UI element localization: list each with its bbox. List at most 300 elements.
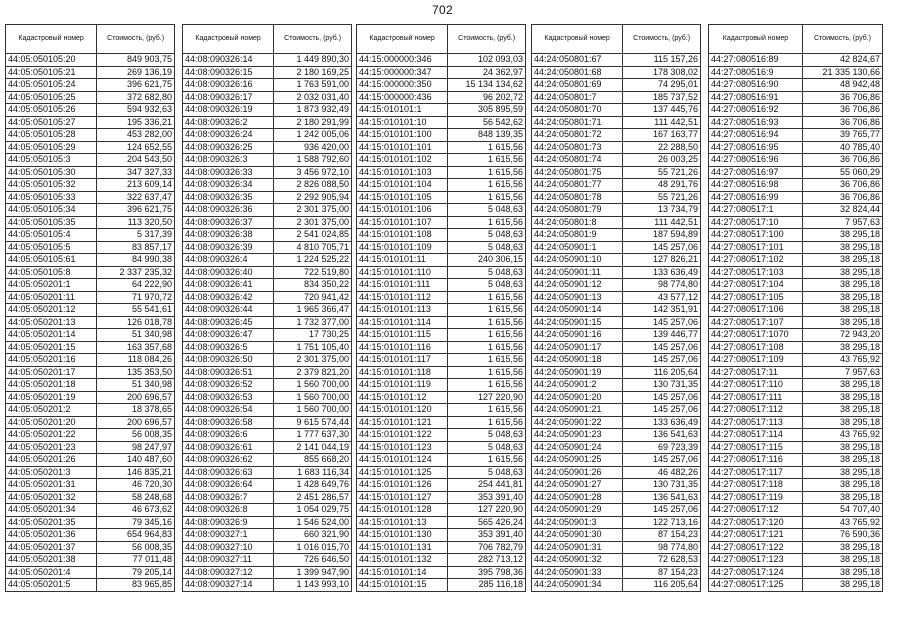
cadastral-number: 44:15:010101:117 [357,354,448,367]
cadastral-number: 44:27:080517:125 [709,579,803,592]
cost-value: 834 350,22 [274,279,352,292]
table-row [357,104,526,117]
cost-value: 72 943,20 [802,329,882,342]
cost-value: 2 141 044,19 [274,441,352,454]
table-row [357,204,526,217]
cost-value: 1 560 700,00 [274,404,352,417]
cadastral-number: 44:08:090326:40 [183,266,274,279]
cadastral-number: 44:27:080517:100 [709,229,803,242]
table-row [532,304,701,317]
table-row [709,279,883,292]
cost-value: 38 295,18 [802,566,882,579]
table-row [532,429,701,442]
cadastral-number: 44:24:050901:20 [532,391,623,404]
cadastral-number: 44:08:090326:14 [183,54,274,67]
cost-value: 84 990,38 [97,254,175,267]
cost-value: 87 154,23 [623,529,701,542]
cadastral-number: 44:05:050105:4 [6,229,97,242]
cost-value: 38 295,18 [802,341,882,354]
cost-value: 136 541,63 [623,491,701,504]
page-number: 702 [432,3,453,17]
table-row [709,129,883,142]
cost-value: 1 224 525,22 [274,254,352,267]
cost-value: 720 941,42 [274,291,352,304]
cost-value: 396 621,75 [97,79,175,92]
cadastral-number: 44:08:090326:39 [183,241,274,254]
table-row [532,541,701,554]
cadastral-number: 44:24:050801:79 [532,204,623,217]
table-row [183,141,352,154]
table-row [6,266,175,279]
cost-value: 1 615,56 [448,341,526,354]
cadastral-number: 44:24:050801:71 [532,116,623,129]
cost-header: Стоимость, (руб.) [274,25,352,54]
cost-value: 18 378,65 [97,404,175,417]
cadastral-number: 44:24:050801:7 [532,91,623,104]
cadastral-number: 44:15:010101:114 [357,316,448,329]
table-row [6,141,175,154]
table-row [6,566,175,579]
cost-value: 1 449 890,30 [274,54,352,67]
cadastral-number: 44:08:090326:37 [183,216,274,229]
table-row [6,466,175,479]
cost-value: 64 222,90 [97,279,175,292]
table-row [183,354,352,367]
table-row [183,466,352,479]
cadastral-number: 44:24:050901:31 [532,541,623,554]
cadastral-number: 44:08:090326:38 [183,229,274,242]
cost-value: 38 295,18 [802,416,882,429]
cadastral-number: 44:08:090326:19 [183,104,274,117]
table-row [532,104,701,117]
cadastral-number: 44:08:090326:44 [183,304,274,317]
cadastral-number: 44:08:090326:17 [183,91,274,104]
cadastral-number: 44:15:010101:120 [357,404,448,417]
cost-value: 145 257,06 [623,316,701,329]
cadastral-number: 44:15:010101:109 [357,241,448,254]
table-row [532,266,701,279]
cost-value: 98 774,80 [623,541,701,554]
table-row [357,66,526,79]
cadastral-number: 44:27:080516:98 [709,179,803,192]
cadastral-number: 44:05:050105:30 [6,166,97,179]
table-row [709,404,883,417]
cadastral-number: 44:27:080517:108 [709,341,803,354]
cadastral-number: 44:24:050901:22 [532,416,623,429]
cadastral-number: 44:27:080517:102 [709,254,803,267]
cost-value: 69 723,39 [623,441,701,454]
cost-table-2 [182,24,352,592]
table-row [709,104,883,117]
table-row [183,491,352,504]
cadastral-number: 44:15:010101:118 [357,366,448,379]
table-row [6,241,175,254]
cost-value: 2 292 905,94 [274,191,352,204]
cost-value: 54 707,40 [802,504,882,517]
table-row [709,266,883,279]
cadastral-number: 44:24:050901:10 [532,254,623,267]
table-row [357,229,526,242]
table-row [357,366,526,379]
cadastral-number: 44:27:080517:119 [709,491,803,504]
table-row [532,116,701,129]
header-row [357,25,526,54]
cost-value: 1 615,56 [448,191,526,204]
cadastral-number: 44:27:080517:104 [709,279,803,292]
cost-table-4 [531,24,701,592]
table-row [357,441,526,454]
cadastral-number: 44:27:080516:90 [709,79,803,92]
cadastral-number: 44:27:080516:91 [709,91,803,104]
table-row [6,279,175,292]
table-row [183,216,352,229]
cadastral-number: 44:24:050801:67 [532,54,623,67]
table-row [6,504,175,517]
cadastral-header: Кадастровый номер [357,25,448,54]
cadastral-number: 44:24:050801:68 [532,66,623,79]
cadastral-header: Кадастровый номер [532,25,623,54]
cadastral-number: 44:08:090326:5 [183,341,274,354]
cost-value: 38 295,18 [802,279,882,292]
cost-value: 5 048,63 [448,266,526,279]
cadastral-number: 44:08:090326:2 [183,116,274,129]
cost-value: 1 560 700,00 [274,391,352,404]
cadastral-number: 44:27:080517:115 [709,441,803,454]
cost-value: 36 706,86 [802,104,882,117]
cost-value: 46 720,30 [97,479,175,492]
table-row [709,141,883,154]
cadastral-number: 44:08:090326:41 [183,279,274,292]
cadastral-number: 44:15:000000:350 [357,79,448,92]
table-row [357,91,526,104]
cost-value: 187 594,89 [623,229,701,242]
cost-value: 1 965 366,47 [274,304,352,317]
table-row [532,341,701,354]
cost-value: 1 615,56 [448,366,526,379]
cadastral-number: 44:27:080516:96 [709,154,803,167]
table-row [709,54,883,67]
table-row [357,504,526,517]
cost-value: 43 765,92 [802,429,882,442]
table-row [532,66,701,79]
cost-value: 855 668,20 [274,454,352,467]
table-row [183,116,352,129]
cadastral-number: 44:27:080516:95 [709,141,803,154]
table-row [709,429,883,442]
cadastral-number: 44:15:010101:111 [357,279,448,292]
table-row [532,204,701,217]
table-row [357,191,526,204]
cadastral-number: 44:27:080517:107 [709,316,803,329]
table-row [183,79,352,92]
table-row [357,341,526,354]
table-row [183,504,352,517]
cost-value: 706 782,79 [448,541,526,554]
cost-value: 7 957,63 [802,366,882,379]
table-row [532,441,701,454]
cadastral-number: 44:15:010101:112 [357,291,448,304]
table-row [357,354,526,367]
cadastral-number: 44:24:050901:2 [532,379,623,392]
table-row [532,491,701,504]
table-row [6,429,175,442]
table-row [532,479,701,492]
table-row [709,491,883,504]
table-row [532,291,701,304]
cost-value: 1 242 005,06 [274,129,352,142]
table-row [6,316,175,329]
cost-value: 5 048,63 [448,229,526,242]
cadastral-number: 44:27:080516:92 [709,104,803,117]
cadastral-number: 44:27:080517:111 [709,391,803,404]
table-row [6,229,175,242]
cadastral-number: 44:08:090326:62 [183,454,274,467]
cost-value: 849 903,75 [97,54,175,67]
table-row [6,66,175,79]
cadastral-number: 44:15:010101:122 [357,429,448,442]
table-row [183,579,352,592]
cadastral-number: 44:08:090326:15 [183,66,274,79]
cost-value: 46 482,26 [623,466,701,479]
cost-value: 722 519,80 [274,266,352,279]
table-row [183,541,352,554]
cadastral-number: 44:05:050201:5 [6,579,97,592]
cost-value: 56 008,35 [97,429,175,442]
cost-value: 1 615,56 [448,216,526,229]
table-row [532,566,701,579]
table-row [183,229,352,242]
table-row [357,379,526,392]
cadastral-number: 44:05:050201:26 [6,454,97,467]
table-row [6,54,175,67]
cadastral-number: 44:27:080517:112 [709,404,803,417]
table-row [6,191,175,204]
cost-value: 55 721,26 [623,191,701,204]
cost-value: 2 301 375,00 [274,354,352,367]
cadastral-number: 44:05:050201:18 [6,379,97,392]
cadastral-number: 44:15:010101:124 [357,454,448,467]
cadastral-number: 44:08:090326:64 [183,479,274,492]
table-row [709,354,883,367]
table-row [6,354,175,367]
cost-value: 178 308,02 [623,66,701,79]
cadastral-number: 44:08:090326:16 [183,79,274,92]
table-row [709,154,883,167]
table-row [532,166,701,179]
table-row [357,179,526,192]
cost-value: 1 615,56 [448,154,526,167]
header-row [532,25,701,54]
cadastral-number: 44:24:050901:17 [532,341,623,354]
cost-value: 185 737,52 [623,91,701,104]
table-row [6,254,175,267]
table-row [6,554,175,567]
cadastral-number: 44:27:080517:103 [709,266,803,279]
table-row [357,266,526,279]
cadastral-number: 44:24:050901:12 [532,279,623,292]
table-row [532,241,701,254]
table-row [357,79,526,92]
table-row [357,254,526,267]
cost-value: 200 696,57 [97,391,175,404]
cost-value: 140 487,60 [97,454,175,467]
cost-value: 38 295,18 [802,254,882,267]
cost-value: 38 295,18 [802,404,882,417]
cadastral-number: 44:24:050901:34 [532,579,623,592]
cadastral-number: 44:24:050901:26 [532,466,623,479]
cadastral-number: 44:15:010101:103 [357,166,448,179]
table-row [183,91,352,104]
cost-value: 48 291,76 [623,179,701,192]
cost-value: 38 295,18 [802,241,882,254]
table-row [6,541,175,554]
cadastral-number: 44:24:050801:70 [532,104,623,117]
table-row [532,454,701,467]
cost-value: 38 295,18 [802,291,882,304]
cadastral-number: 44:15:010101:10 [357,116,448,129]
cadastral-number: 44:05:050105:25 [6,91,97,104]
table-row [709,379,883,392]
cost-value: 1 751 105,40 [274,341,352,354]
table-row [357,416,526,429]
table-row [6,329,175,342]
cadastral-number: 44:05:050105:8 [6,266,97,279]
table-row [709,554,883,567]
cost-value: 142 351,91 [623,304,701,317]
cost-value: 76 590,36 [802,529,882,542]
cadastral-number: 44:05:050201:16 [6,354,97,367]
cost-value: 204 543,50 [97,154,175,167]
cost-value: 5 048,63 [448,466,526,479]
cost-value: 1 615,56 [448,354,526,367]
cadastral-number: 44:05:050201:37 [6,541,97,554]
cadastral-number: 44:08:090327:1 [183,529,274,542]
cost-value: 40 785,40 [802,141,882,154]
cost-value: 1 683 116,34 [274,466,352,479]
cost-value: 133 636,49 [623,266,701,279]
cadastral-number: 44:08:090326:42 [183,291,274,304]
table-row [709,416,883,429]
cost-value: 1 615,56 [448,291,526,304]
cost-value: 127 826,21 [623,254,701,267]
cost-value: 353 391,40 [448,529,526,542]
table-row [532,516,701,529]
cost-value: 5 048,63 [448,241,526,254]
cadastral-number: 44:27:080517:121 [709,529,803,542]
cost-value: 353 391,40 [448,491,526,504]
cost-value: 56 542,62 [448,116,526,129]
table-row [183,391,352,404]
cost-value: 43 765,92 [802,516,882,529]
table-row [6,341,175,354]
cost-value: 56 008,35 [97,541,175,554]
table-row [357,516,526,529]
cadastral-number: 44:05:050201:35 [6,516,97,529]
cost-value: 83 965,85 [97,579,175,592]
table-row [357,129,526,142]
cadastral-number: 44:08:090327:10 [183,541,274,554]
cadastral-number: 44:24:050901:23 [532,429,623,442]
table-row [183,316,352,329]
cost-value: 654 964,83 [97,529,175,542]
table-row [532,379,701,392]
table-row [6,304,175,317]
cost-value: 285 116,18 [448,579,526,592]
cost-value: 1 615,56 [448,329,526,342]
table-row [532,366,701,379]
cadastral-number: 44:24:050901:33 [532,566,623,579]
table-row [709,441,883,454]
table-row [532,316,701,329]
cost-value: 135 353,50 [97,366,175,379]
cost-value: 660 321,90 [274,529,352,542]
table-row [532,329,701,342]
cadastral-number: 44:05:050201:13 [6,316,97,329]
table-row [6,116,175,129]
cadastral-number: 44:15:010101:132 [357,554,448,567]
table-row [6,379,175,392]
cost-value: 1 560 700,00 [274,379,352,392]
cadastral-number: 44:08:090326:51 [183,366,274,379]
table-row [532,404,701,417]
table-row [183,379,352,392]
cost-value: 38 295,18 [802,379,882,392]
table-row [6,79,175,92]
cost-value: 1 763 591,00 [274,79,352,92]
cost-value: 1 777 637,30 [274,429,352,442]
cadastral-number: 44:05:050201:22 [6,429,97,442]
cadastral-number: 44:05:050201:11 [6,291,97,304]
cadastral-number: 44:24:050801:78 [532,191,623,204]
table-row [357,479,526,492]
cost-value: 38 295,18 [802,454,882,467]
cadastral-number: 44:15:010101:128 [357,504,448,517]
table-row [709,254,883,267]
cadastral-number: 44:05:050201:20 [6,416,97,429]
table-row [709,204,883,217]
table-row [183,554,352,567]
cadastral-number: 44:08:090326:3 [183,154,274,167]
table-row [709,516,883,529]
cost-value: 136 541,63 [623,429,701,442]
table-row [183,329,352,342]
cost-value: 13 734,79 [623,204,701,217]
table-row [709,66,883,79]
cadastral-number: 44:15:010101:110 [357,266,448,279]
cadastral-number: 44:27:080516:89 [709,54,803,67]
cost-value: 195 336,21 [97,116,175,129]
table-row [709,241,883,254]
cadastral-number: 44:27:080517:106 [709,304,803,317]
cost-value: 98 774,80 [623,279,701,292]
cost-value: 139 446,77 [623,329,701,342]
cadastral-number: 44:05:050105:34 [6,204,97,217]
cadastral-number: 44:05:050201:38 [6,554,97,567]
cost-value: 38 295,18 [802,466,882,479]
cadastral-number: 44:15:010101:119 [357,379,448,392]
table-row [357,166,526,179]
cadastral-number: 44:05:050201:34 [6,504,97,517]
table-row [709,291,883,304]
cost-value: 116 205,64 [623,579,701,592]
cost-value: 26 003,25 [623,154,701,167]
cost-value: 38 295,18 [802,441,882,454]
cadastral-number: 44:27:080516:93 [709,116,803,129]
table-row [183,529,352,542]
table-row [6,154,175,167]
table-row [709,541,883,554]
cost-value: 145 257,06 [623,404,701,417]
